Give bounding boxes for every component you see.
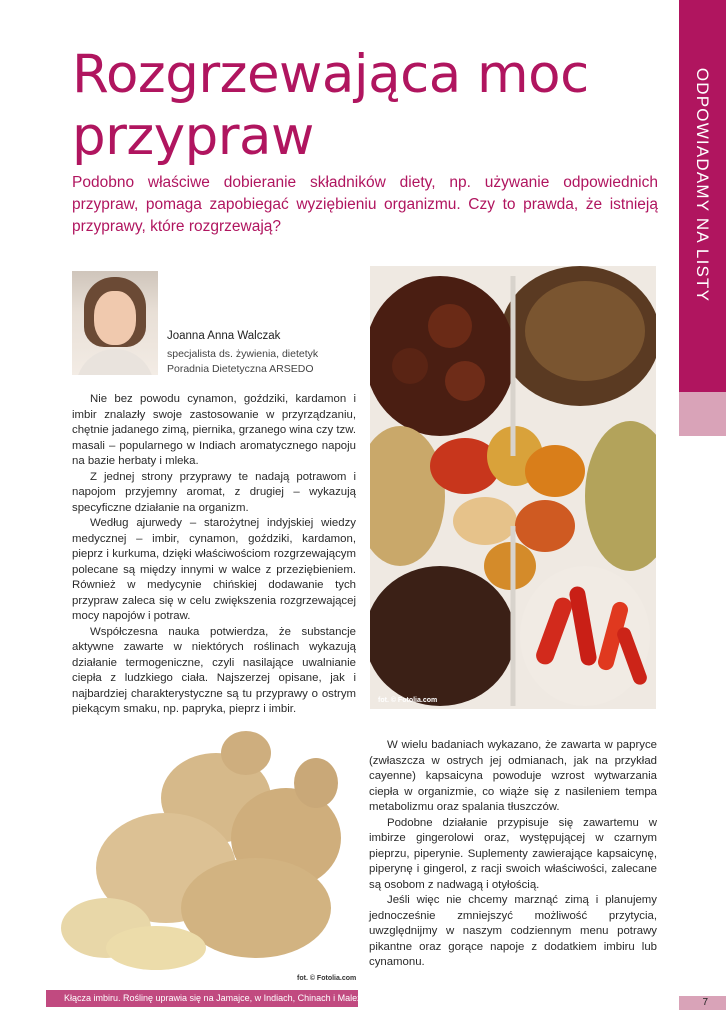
photo-credit: fot. © Fotolia.com (378, 697, 438, 704)
author-role-line: specjalista ds. żywienia, dietetyk (167, 348, 319, 360)
paragraph: Podobne działanie przypisuje się zawartemu w imbirze gingerolowi oraz, występującej w czarnym pieprzu, piperynie. Suplementy zawierające kapsaicynę, piperynę i gingerol, z racji swoich właściwości, zalecane są osobom z nadwagą i otyłością. (369, 816, 657, 891)
article-column-1 (72, 392, 356, 718)
ginger-photo (46, 728, 358, 990)
paragraph: Według ajurwedy – starożytnej indyjskiej wiedzy medycznej – imbir, cynamon, goździki, kardamon, pieprz i kurkuma, dzięki właściwościom rozgrzewającym polecane są między innymi w walce z przeziębieniem. Również w medycynie chińskiej dodawanie tych przypraw zaleca się w celu zwiększenia rozgrzewającej mocy napojów i potraw. (72, 517, 356, 622)
paragraph: W wielu badaniach wykazano, że zawarta w papryce (zwłaszcza w ostrych jej odmianach, jak na przykład cayenne) kapsaicyna powoduje wzrost wytwarzania ciepła w organizmie, co wiąże się z nasileniem tempa metabolizmu oraz spalania tłuszczów. (369, 739, 657, 813)
section-tab-label: ODPOWIADAMY NA LISTY (693, 67, 712, 303)
article-lead: Podobno właściwe dobieranie składników diety, np. używanie odpowiednich przypraw, pomaga zapobiegać wyziębieniu organizmu. Czy to prawda, że istnieją przyprawy, które rozgrzewają? (72, 174, 658, 235)
author-org-line: Poradnia Dietetyczna ARSEDO (167, 363, 314, 375)
page-number: 7 (679, 996, 726, 1010)
paragraph: Jeśli więc nie chcemy marznąć zimą i planujemy jednocześnie zmniejszyć możliwość przytycia, uwzględnijmy w naszym codziennym menu potrawy pikantne oraz gorące napoje z dodatkiem imbiru lub cynamonu. (369, 894, 657, 968)
spices-photo (370, 266, 656, 709)
paragraph: Nie bez powodu cynamon, goździki, kardamon i imbir znalazły swoje zastosowanie w przyrządzaniu, chętnie jadanego zimą, piernika, grzanego wina czy tzw. masali – popularnego w Indiach aromatycznego napoju na bazie herbaty i mleka. (72, 393, 356, 467)
paragraph: Współczesna nauka potwierdza, że substancje aktywne zawarte w niektórych roślinach wykazują działanie termogeniczne, czyli nasilające uwalnianie ciepła z ludzkiego ciała. Najszerzej opisane, jak i najbardziej charakterystyczne są tu przyprawy o ostrym piekącym smaku, np. papryka, pieprz i imbir. (72, 625, 356, 715)
section-tab-accent (679, 392, 726, 436)
article-column-2 (369, 738, 657, 971)
author-role (167, 347, 318, 377)
photo-credit: fot. © Fotolia.com (297, 975, 357, 982)
paragraph: Z jednej strony przyprawy te nadają potrawom i napojom przyjemny aromat, z drugiej – wykazują specyficzne działanie na organizm. (72, 470, 356, 514)
author-name: Joanna Anna Walczak (167, 330, 281, 342)
author-photo (72, 271, 158, 375)
photo-caption: Kłącza imbiru. Roślinę uprawia się na Jamajce, w Indiach, Chinach i Malezji. (46, 990, 358, 1007)
article-title: Rozgrzewająca moc przypraw (72, 44, 589, 167)
